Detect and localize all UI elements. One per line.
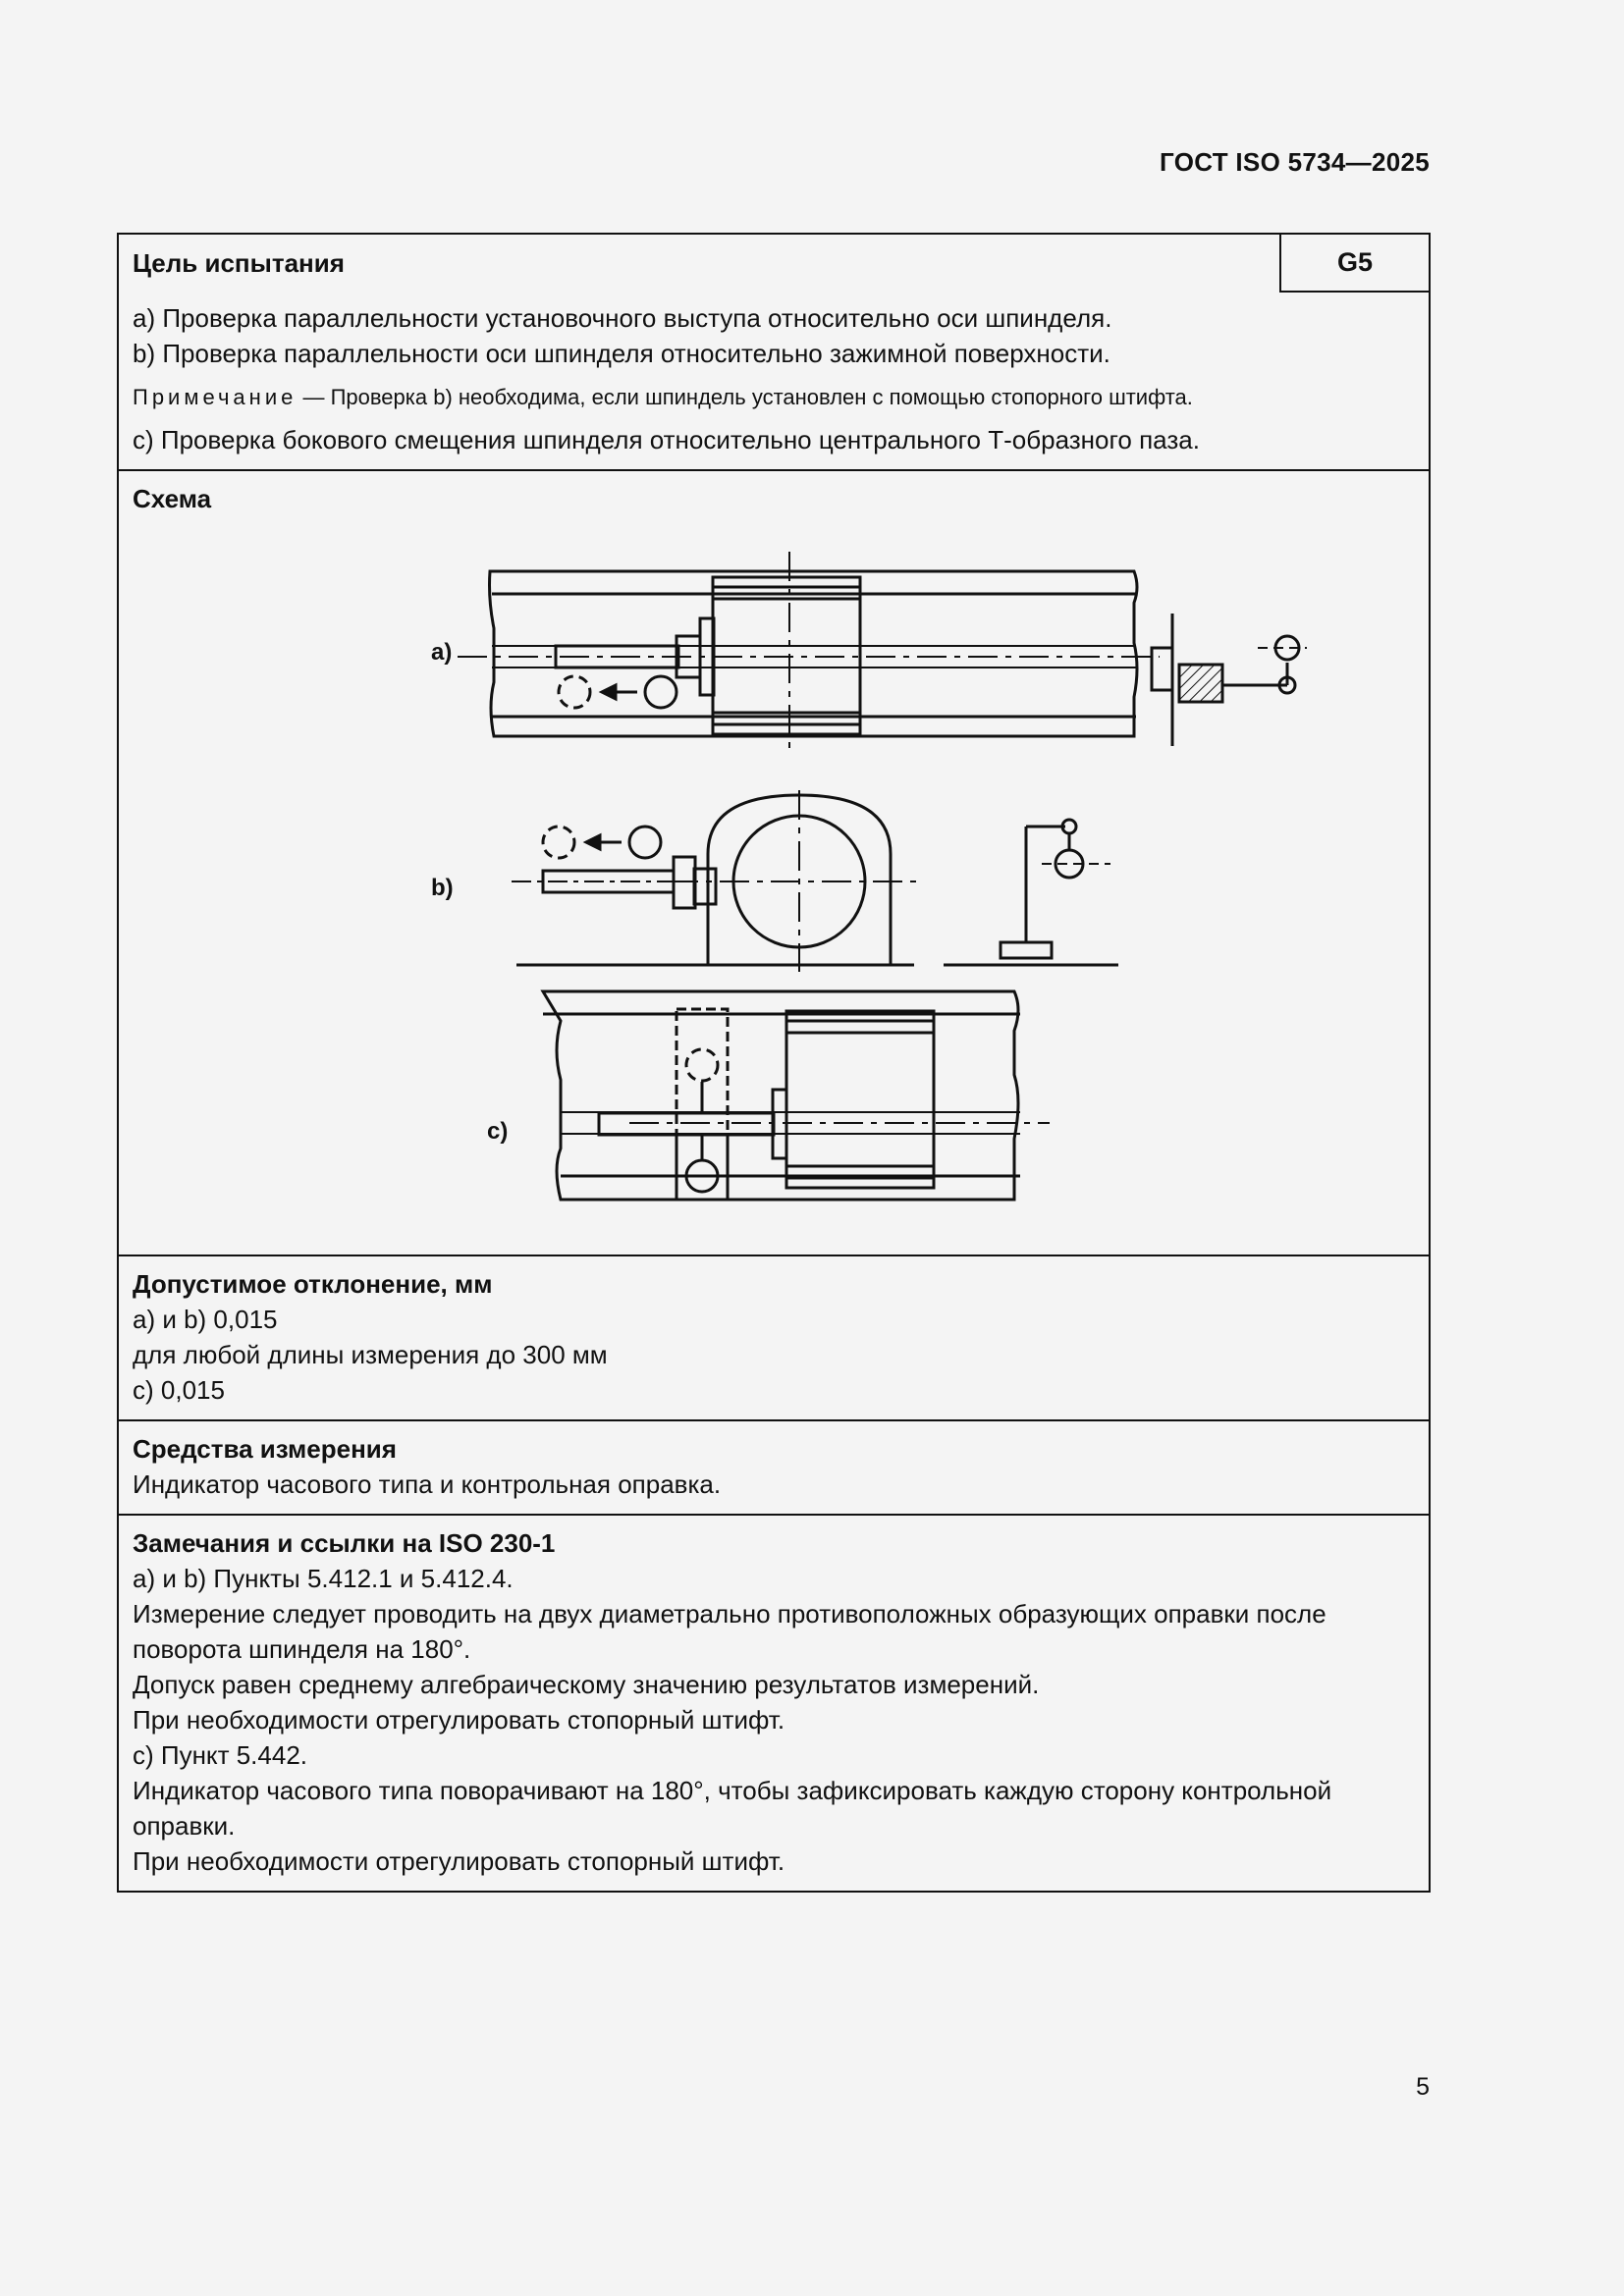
tolerance-line: для любой длины измерения до 300 мм	[133, 1340, 608, 1369]
tolerance-title: Допустимое отклонение, мм	[133, 1269, 493, 1299]
purpose-b: b) Проверка параллельности оси шпинделя относительно зажимной поверхности.	[133, 339, 1110, 368]
remarks-title: Замечания и ссылки на ISO 230-1	[133, 1528, 556, 1558]
scheme-section	[119, 469, 1429, 1255]
remarks-line: Допуск равен среднему алгебраическому значению результатов измерений.	[133, 1670, 1040, 1699]
remarks-section	[119, 1514, 1429, 1891]
figure-b-label: b)	[431, 875, 454, 901]
scheme-title: Схема	[133, 484, 212, 513]
figure-b	[431, 790, 1118, 972]
document-id: ГОСТ ISO 5734—2025	[1160, 147, 1430, 177]
figure-c	[487, 991, 1050, 1200]
remarks-line: Индикатор часового типа поворачивают на 180°, чтобы зафиксировать каждую сторону контрольной оправки.	[133, 1776, 1332, 1841]
purpose-header	[119, 235, 1429, 293]
purpose-c: c) Проверка бокового смещения шпинделя относительно центрального Т-образного паза.	[133, 425, 1200, 454]
tolerance-section	[119, 1255, 1429, 1419]
figure-a-label: a)	[431, 639, 453, 666]
purpose-note	[133, 381, 1415, 414]
page-number: 5	[1416, 2073, 1430, 2101]
remarks-line: c) Пункт 5.442.	[133, 1740, 308, 1770]
tolerance-line: c) 0,015	[133, 1375, 225, 1405]
purpose-title: Цель испытания	[133, 248, 345, 278]
remarks-line: При необходимости отрегулировать стопорный штифт.	[133, 1705, 785, 1735]
tolerance-line: a) и b) 0,015	[133, 1305, 278, 1334]
figure-a	[431, 552, 1307, 756]
note-text: — Проверка b) необходима, если шпиндель установлен с помощью стопорного штифта.	[297, 385, 1193, 409]
test-sheet	[117, 233, 1431, 1893]
note-label: Примечание	[133, 385, 298, 409]
purpose-body	[119, 293, 1429, 469]
test-code: G5	[1279, 235, 1429, 293]
instruments-text: Индикатор часового типа и контрольная оправка.	[133, 1469, 722, 1499]
instruments-section	[119, 1419, 1429, 1514]
purpose-a: a) Проверка параллельности установочного выступа относительно оси шпинделя.	[133, 303, 1112, 333]
instruments-title: Средства измерения	[133, 1434, 397, 1464]
scheme-diagram	[119, 471, 1429, 1256]
remarks-line: a) и b) Пункты 5.412.1 и 5.412.4.	[133, 1564, 514, 1593]
remarks-line: Измерение следует проводить на двух диаметрально противоположных образующих оправки после поворота шпинделя на 180°.	[133, 1599, 1326, 1664]
figure-c-label: c)	[487, 1118, 509, 1145]
remarks-line: При необходимости отрегулировать стопорный штифт.	[133, 1846, 785, 1876]
